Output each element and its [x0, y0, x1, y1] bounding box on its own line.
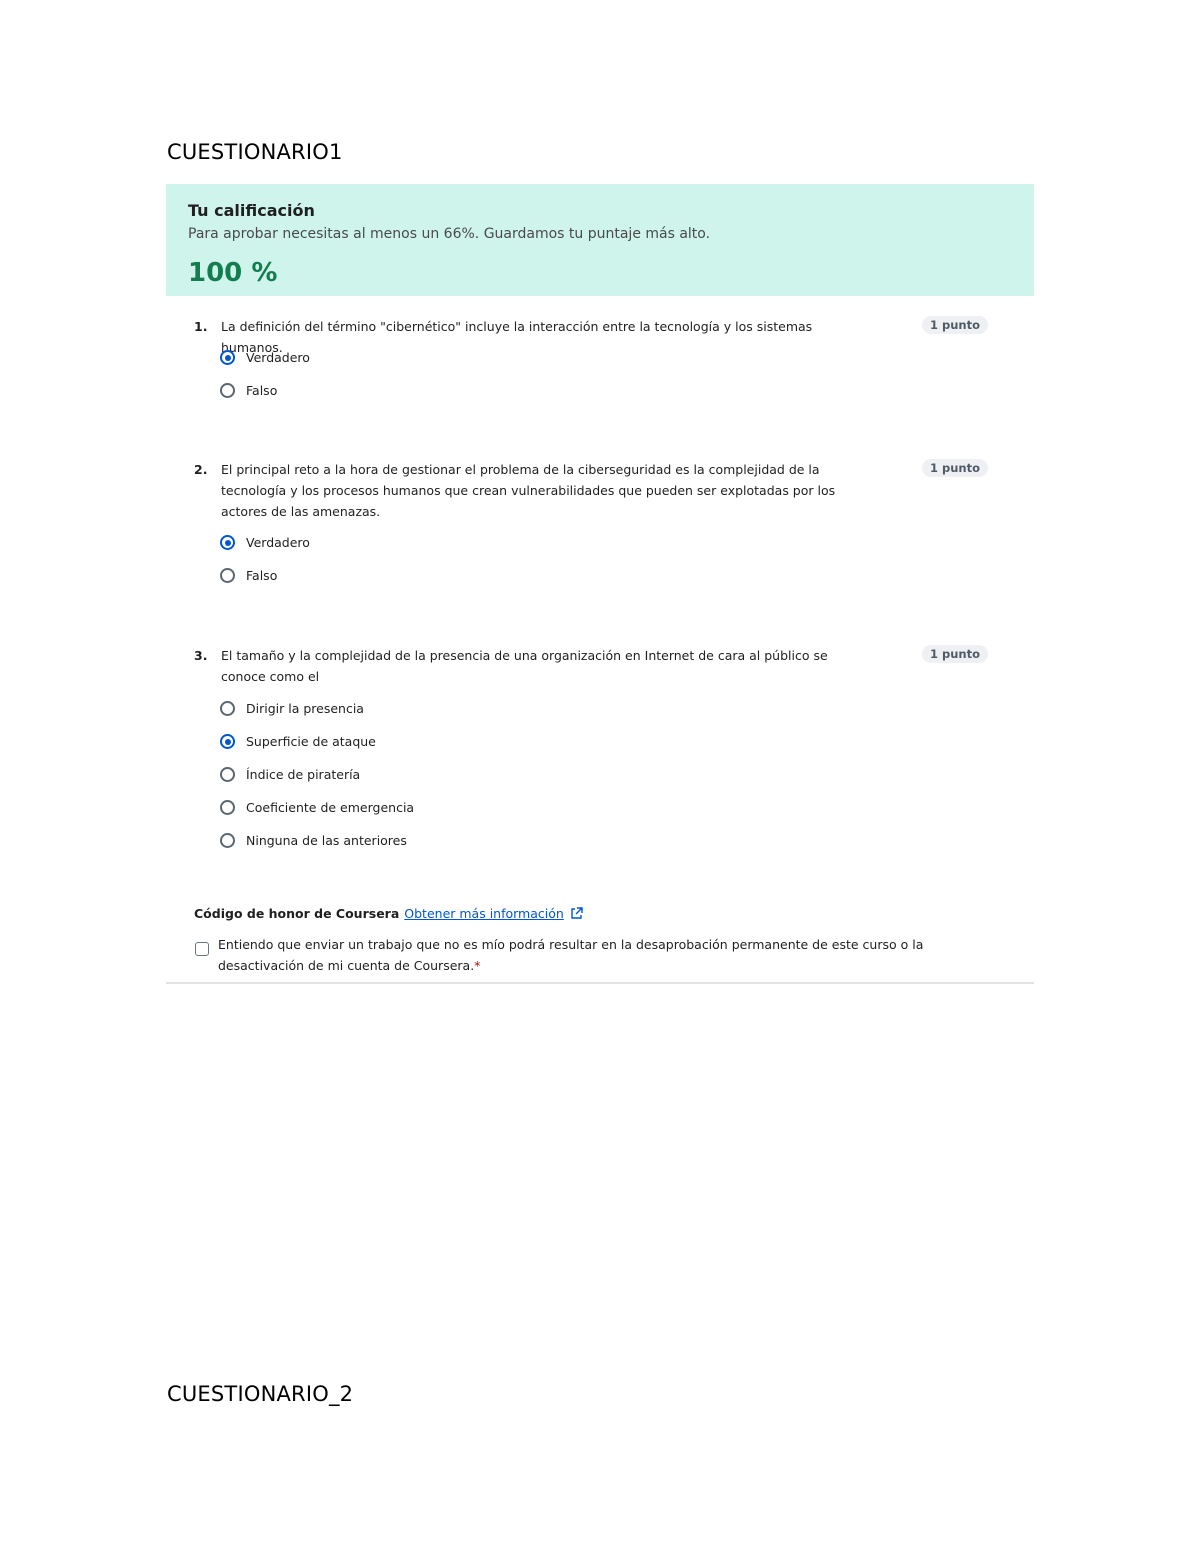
- points-badge: 1 punto: [922, 316, 988, 334]
- external-link-icon[interactable]: [570, 907, 583, 923]
- option-label: Dirigir la presencia: [246, 701, 364, 716]
- option-label: Superficie de ataque: [246, 734, 376, 749]
- question-text: La definición del término "cibernético" incluye la interacción entre la tecnología y los sistemas humanos.: [221, 319, 813, 355]
- radio-selected-icon[interactable]: [220, 350, 235, 365]
- honor-code-statement: Entiendo que enviar un trabajo que no es mío podrá resultar en la desaprobación permanente de este curso o la desactivación de mi cuenta de Coursera.: [218, 937, 924, 973]
- radio-unselected-icon[interactable]: [220, 800, 235, 815]
- required-mark: *: [474, 958, 481, 973]
- option-label: Ninguna de las anteriores: [246, 833, 407, 848]
- honor-code-text: [218, 934, 978, 976]
- option-label: Falso: [246, 383, 278, 398]
- learn-more-link[interactable]: Obtener más información: [404, 906, 564, 921]
- question-number: 2.: [194, 462, 208, 477]
- radio-unselected-icon[interactable]: [220, 701, 235, 716]
- honor-code-title: Código de honor de Coursera: [194, 906, 400, 921]
- option-label: Verdadero: [246, 350, 310, 365]
- question-number: 1.: [194, 319, 208, 334]
- question-text: El principal reto a la hora de gestionar el problema de la ciberseguridad es la complejidad de la tecnología y los procesos humanos que crean vulnerabilidades que pueden ser explotadas por los actores de las amenazas.: [221, 462, 836, 519]
- option-label: Falso: [246, 568, 278, 583]
- grade-banner: [166, 184, 1034, 296]
- question-text: El tamaño y la complejidad de la presencia de una organización en Internet de cara al público se conoce como el: [221, 648, 828, 684]
- grade-title: Tu calificación: [188, 201, 315, 220]
- radio-unselected-icon[interactable]: [220, 767, 235, 782]
- grade-subtitle: Para aprobar necesitas al menos un 66%. Guardamos tu puntaje más alto.: [188, 226, 711, 242]
- question-number: 3.: [194, 648, 208, 663]
- document-heading-2: CUESTIONARIO_2: [167, 1382, 354, 1406]
- option-label: Coeficiente de emergencia: [246, 800, 415, 815]
- radio-unselected-icon[interactable]: [220, 833, 235, 848]
- document-heading-1: CUESTIONARIO1: [167, 140, 343, 164]
- quiz-screenshot: [166, 184, 1034, 984]
- option-label: Índice de piratería: [246, 767, 361, 782]
- option-label: Verdadero: [246, 535, 310, 550]
- points-badge: 1 punto: [922, 459, 988, 477]
- radio-selected-icon[interactable]: [220, 734, 235, 749]
- radio-unselected-icon[interactable]: [220, 568, 235, 583]
- grade-score: 100 %: [188, 258, 278, 288]
- honor-code-checkbox[interactable]: [195, 942, 209, 956]
- radio-selected-icon[interactable]: [220, 535, 235, 550]
- points-badge: 1 punto: [922, 645, 988, 663]
- radio-unselected-icon[interactable]: [220, 383, 235, 398]
- honor-code-header: [194, 906, 583, 923]
